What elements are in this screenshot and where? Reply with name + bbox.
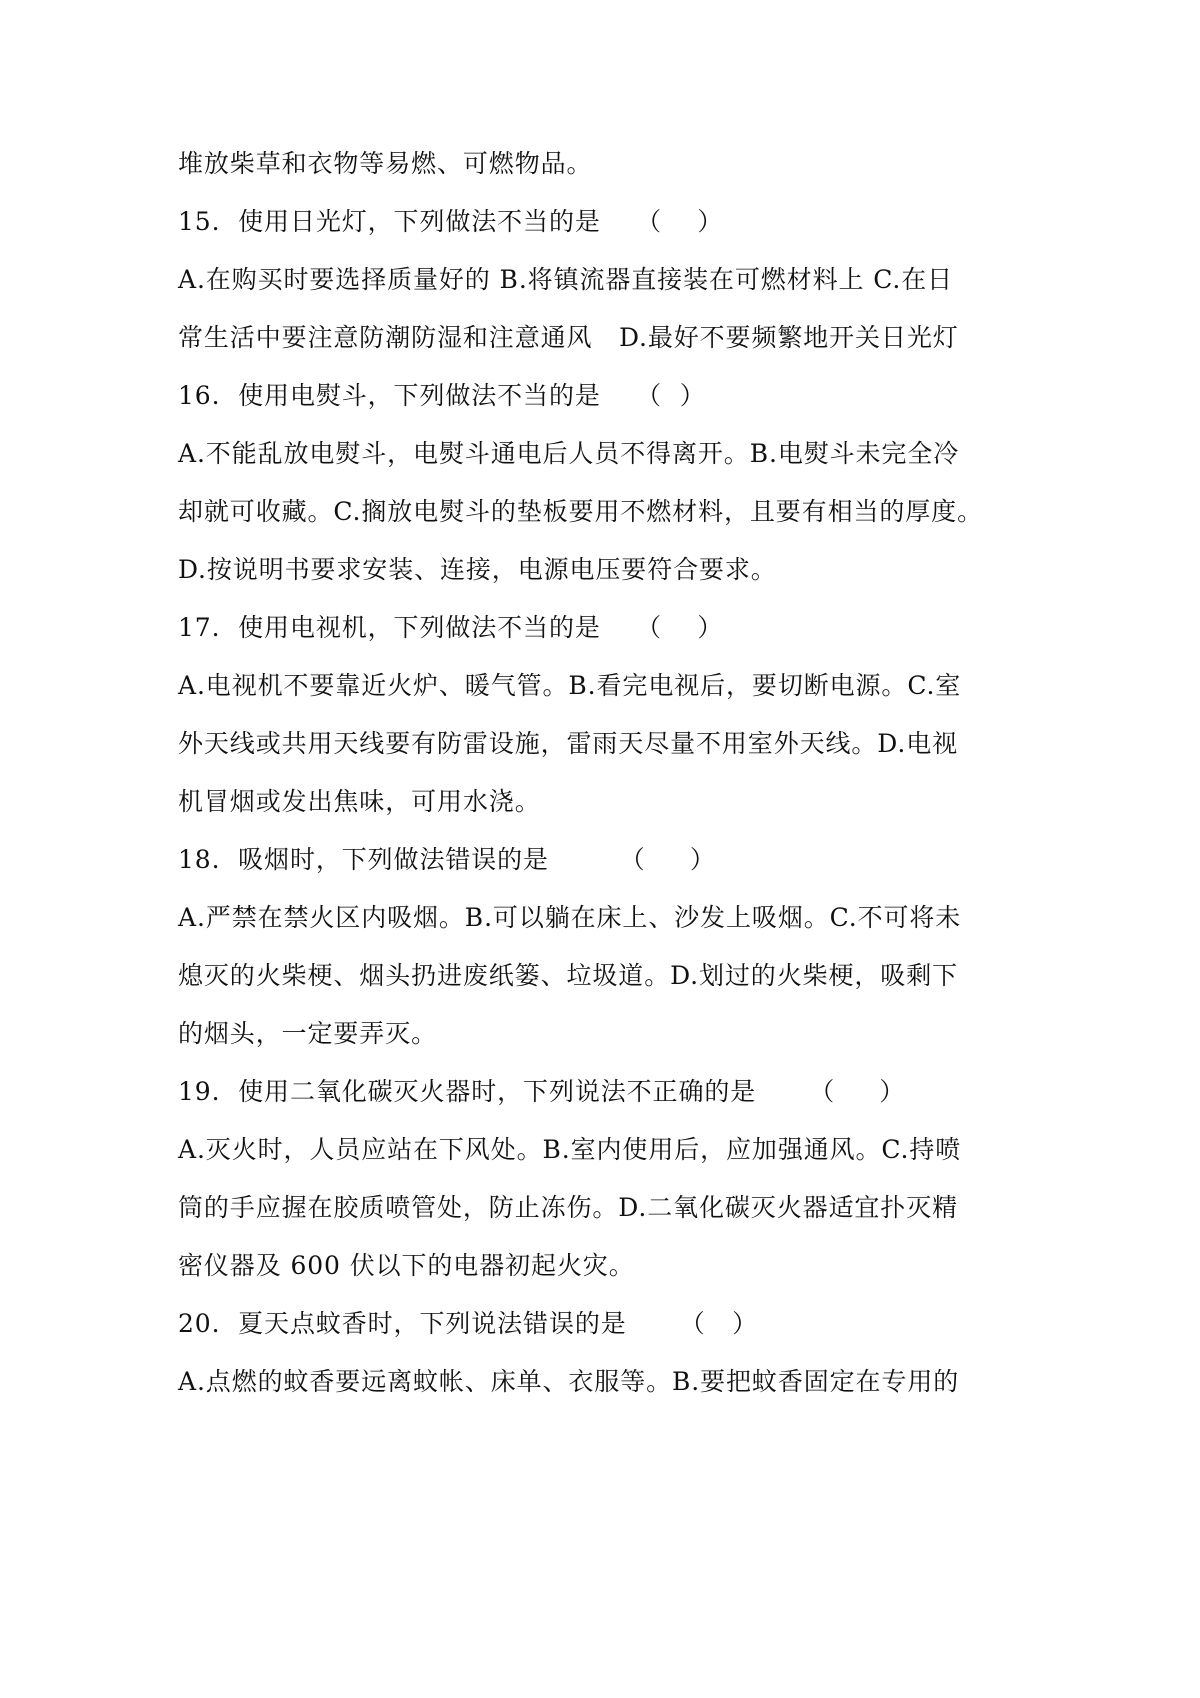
question-15-options: A.在购买时要选择质量好的 B.将镇流器直接装在可燃材料上 C.在日 bbox=[178, 265, 953, 294]
question-20-options: A.点燃的蚊香要远离蚊帐、床单、衣服等。B.要把蚊香固定在专用的 bbox=[178, 1367, 960, 1396]
question-18-options: 的烟头，一定要弄灭。 bbox=[178, 1019, 438, 1048]
question-15-options: 常生活中要注意防潮防湿和注意通风 D.最好不要频繁地开关日光灯 bbox=[178, 323, 959, 352]
text-line: 堆放柴草和衣物等易燃、可燃物品。 bbox=[178, 149, 593, 178]
question-19-options: A.灭火时，人员应站在下风处。B.室内使用后，应加强通风。C.持喷 bbox=[178, 1135, 962, 1164]
question-17-options: 外天线或共用天线要有防雷设施，雷雨天尽量不用室外天线。D.电视 bbox=[178, 729, 959, 758]
question-16-options: D.按说明书要求安装、连接，电源电压要符合要求。 bbox=[178, 555, 777, 584]
question-19-stem: 19. 使用二氧化碳灭火器时，下列说法不正确的是 （ ） bbox=[178, 1077, 906, 1106]
question-18-options: A.严禁在禁火区内吸烟。B.可以躺在床上、沙发上吸烟。C.不可将未 bbox=[178, 903, 962, 932]
question-19-options: 筒的手应握在胶质喷管处，防止冻伤。D.二氧化碳灭火器适宜扑灭精 bbox=[178, 1193, 959, 1222]
question-17-stem: 17. 使用电视机，下列做法不当的是 （ ） bbox=[178, 613, 724, 642]
question-18-options: 熄灭的火柴梗、烟头扔进废纸篓、垃圾道。D.划过的火柴梗，吸剩下 bbox=[178, 961, 959, 990]
question-17-options: 机冒烟或发出焦味，可用水浇。 bbox=[178, 787, 541, 816]
question-19-options: 密仪器及 600 伏以下的电器初起火灾。 bbox=[178, 1251, 635, 1280]
question-20-stem: 20. 夏天点蚊香时，下列说法错误的是 （ ） bbox=[178, 1309, 759, 1338]
question-18-stem: 18. 吸烟时，下列做法错误的是 （ ） bbox=[178, 845, 716, 874]
question-17-options: A.电视机不要靠近火炉、暖气管。B.看完电视后，要切断电源。C.室 bbox=[178, 671, 962, 700]
question-16-options: A.不能乱放电熨斗，电熨斗通电后人员不得离开。B.电熨斗未完全冷 bbox=[178, 439, 960, 468]
question-16-options: 却就可收藏。C.搁放电熨斗的垫板要用不燃材料，且要有相当的厚度。 bbox=[178, 497, 983, 526]
question-16-stem: 16. 使用电熨斗，下列做法不当的是 （ ） bbox=[178, 381, 706, 410]
question-15-stem: 15. 使用日光灯，下列做法不当的是 （ ） bbox=[178, 207, 724, 236]
